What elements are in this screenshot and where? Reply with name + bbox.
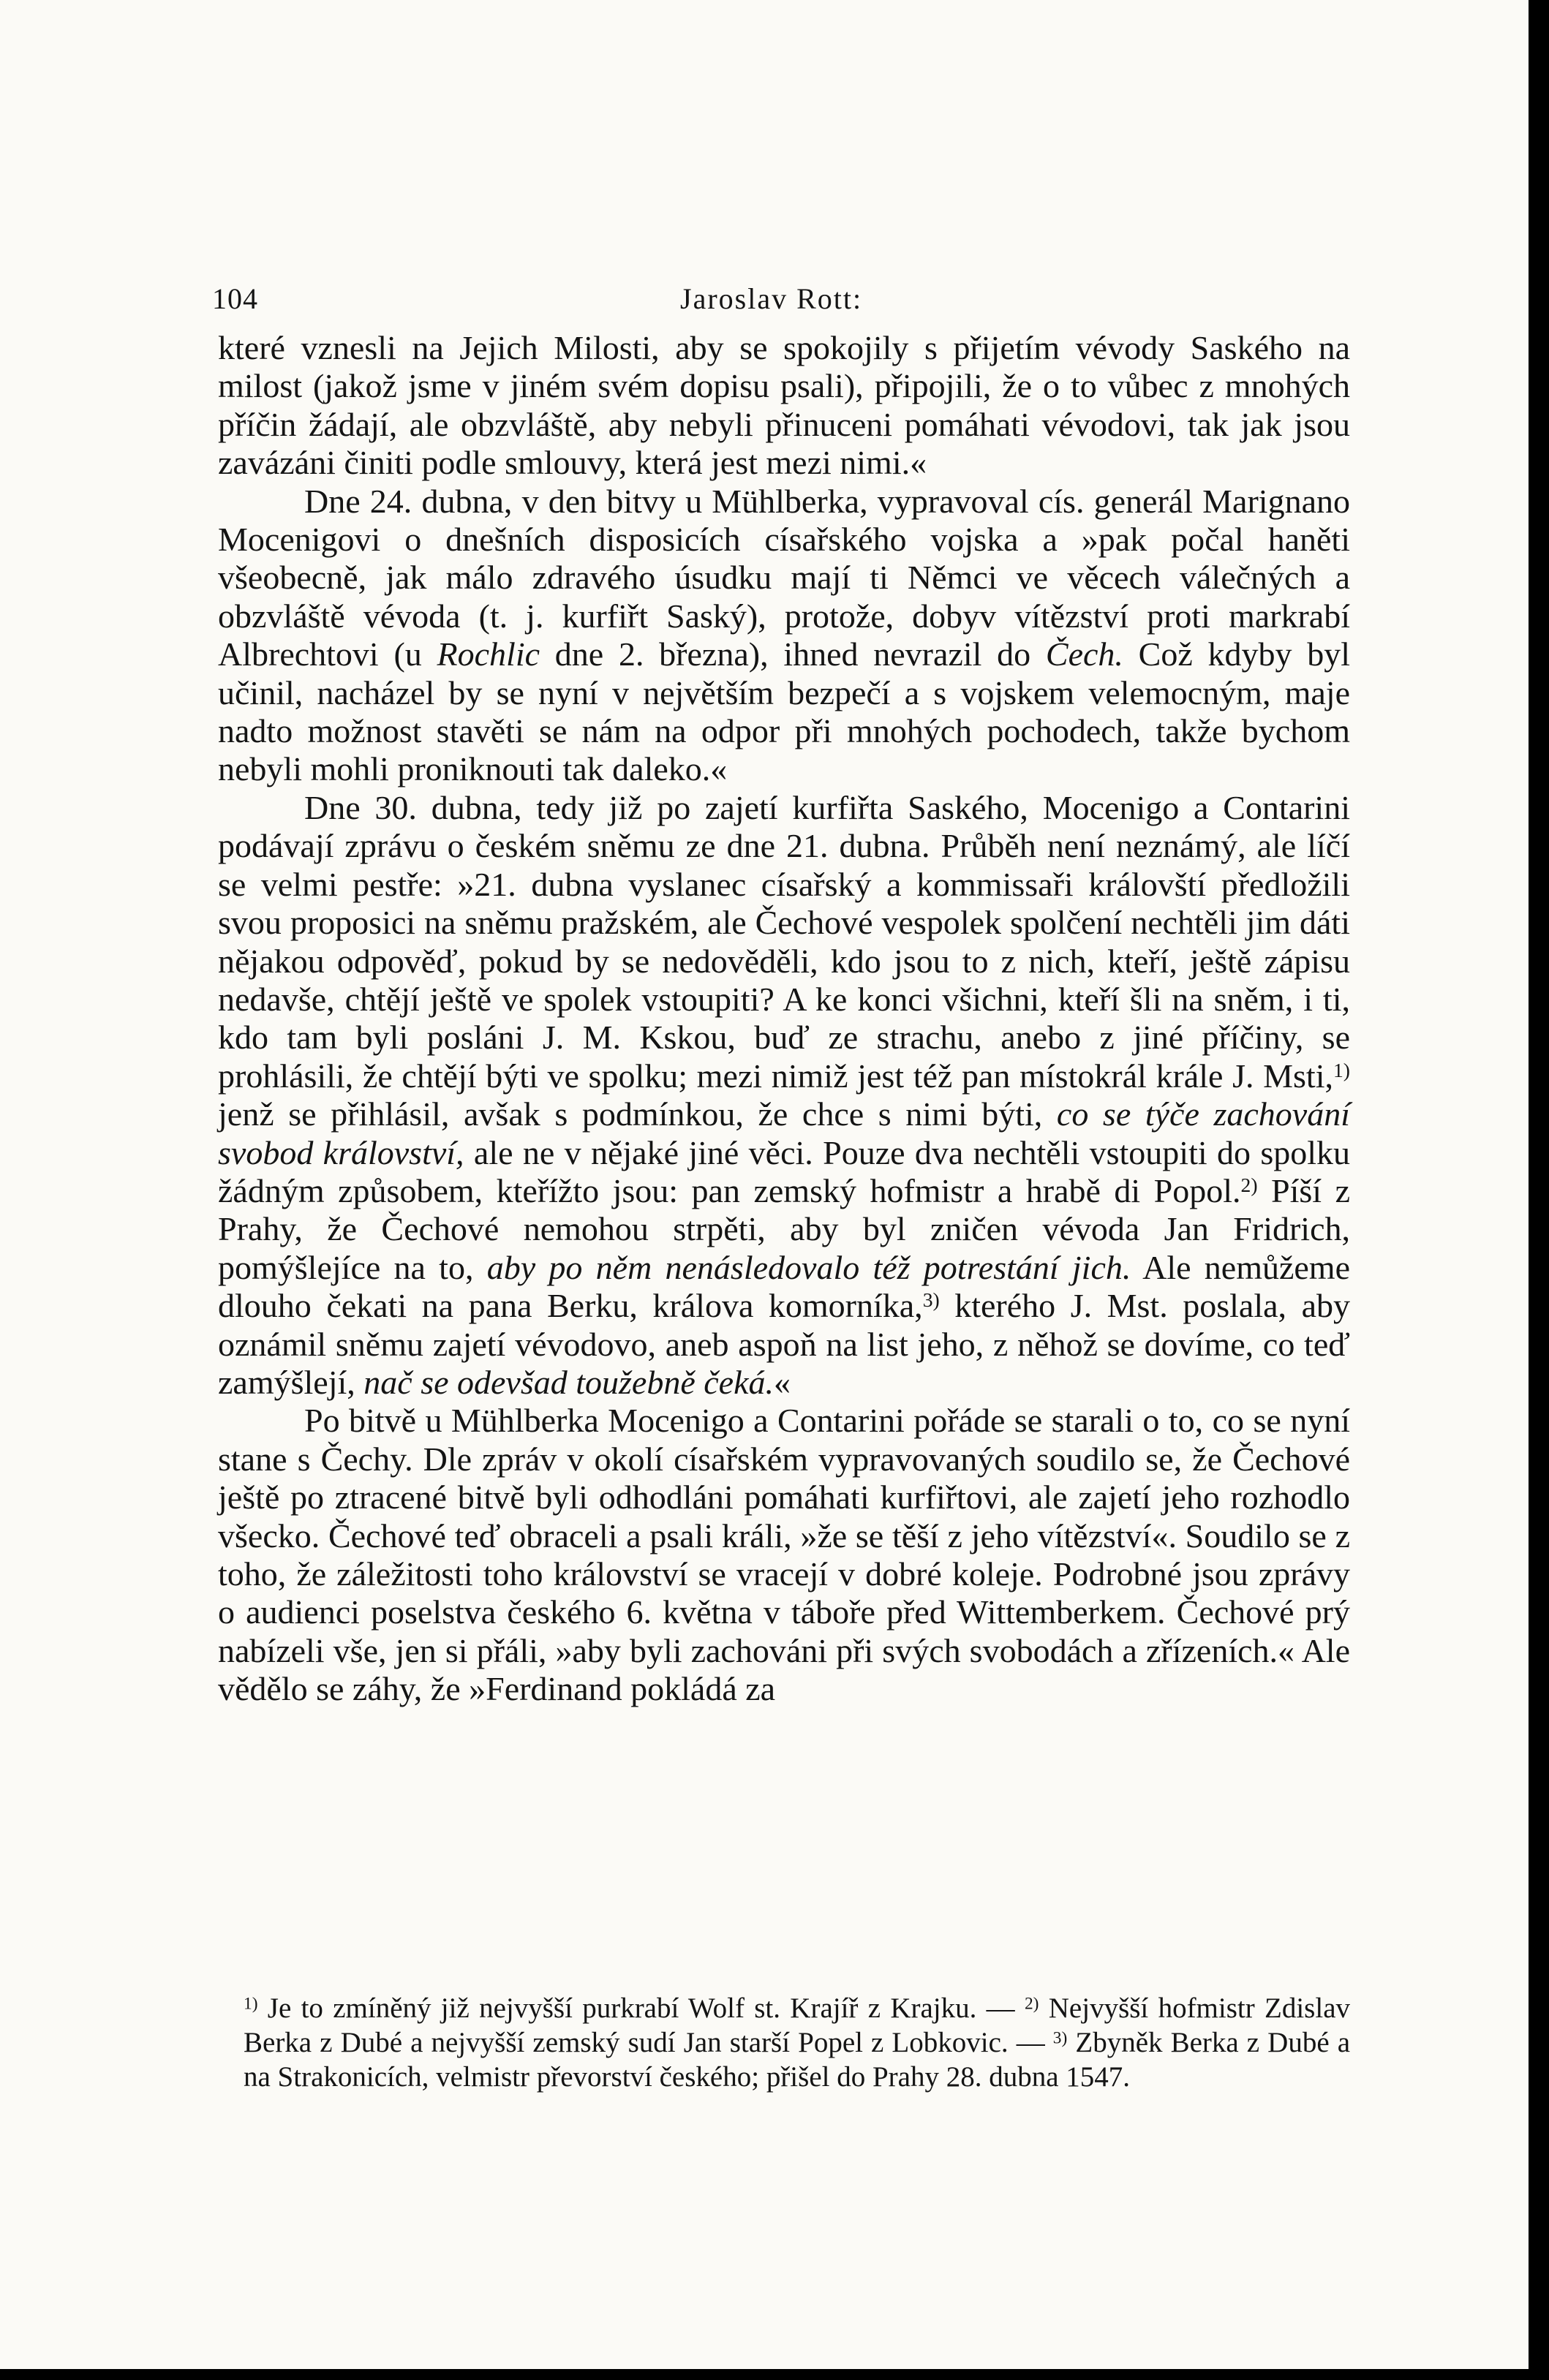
paragraph-1: které vznesli na Jejich Milosti, aby se spokojily s přijetím vévody Saského na milost (jakož jsme v jiném svém dopisu psali), připojili, že o to vůbec z mnohých příčin žádají, ale obzvláště, aby nebyli přinuceni pomáhati vévodovi, tak jak jsou zavázáni činiti podle smlouvy, která jest mezi nimi.« [218,329,1350,482]
footnote-ref-2: 2) [1240,1174,1258,1197]
footnote-marker-2: 2) [1024,1994,1039,2014]
italic-rochlic: Rochlic [437,635,540,673]
footnote-marker-1: 1) [244,1994,258,2014]
paragraph-2-text-b: dne 2. března), ihned nevrazil do [554,635,1031,673]
footnote-marker-3: 3) [1052,2028,1068,2048]
paragraph-3 [218,789,1350,1402]
italic-potrestani: aby po něm nenásledovalo též potrestání jich. [486,1248,1131,1286]
running-title: Jaroslav Rott: [680,282,863,315]
italic-svobod: co se týče zachování svobod království, [218,1095,1350,1171]
paragraph-3-text-d: Píší z Prahy, že Čechové nemohou strpěti, aby byl zničen vévoda Jan Fridrich, pomýšlejíce na to, [218,1171,1351,1286]
paragraph-3-text-f: kterého J. Mst. poslala, aby oznámil sněmu zajetí vévodovo, aneb aspoň na list jeho, z něhož se dovíme, co teď zamýšlejí, [218,1287,1350,1401]
paragraph-3-text-e: Ale nemůžeme dlouho čekati na pana Berku, králova komorníka, [218,1248,1350,1325]
footnote-3: Zbyněk Berka z Dubé a na Strakonicích, velmistr převorství českého; přišel do Prahy 28. dubna 1547. [244,2027,1351,2093]
italic-cech: Čech. [1045,635,1123,673]
paragraph-4: Po bitvě u Mühlberka Mocenigo a Contarini pořáde se starali o to, co se nyní stane s Čechy. Dle zpráv v okolí císařském vypravovaných soudilo se, že Čechové ještě po ztracené bitvě byli odhodláni pomáhati kurfiřtovi, ale zajetí jeho rozhodlo všecko. Čechové teď obraceli a psali králi, »že se těší z jeho vítězství«. Soudilo se z toho, že záležitosti toho království se vracejí v dobré koleje. Podrobné jsou zprávy o audienci poselstva českého 6. května v táboře před Wittemberkem. Čechové prý nabízeli vše, jen si přáli, »aby byli zachováni při svých svobodách a zřízeních.« Ale vědělo se záhy, že »Ferdinand pokládá za [218,1402,1350,1708]
footnotes-text [244,1991,1350,2094]
footnote-1: Je to zmíněný již nejvyšší purkrabí Wolf st. Krajíř z Krajku. — [267,1992,1015,2024]
italic-ceka: nač se odevšad toužebně čeká. [363,1363,774,1401]
paragraph-3-text-c: ale ne v nějaké jiné věci. Pouze dva nechtěli vstoupiti do spolku žádným způsobem, kteřížto jsou: pan zemský hofmistr a hrabě di Popol. [218,1133,1351,1209]
footnote-ref-1: 1) [1333,1058,1350,1081]
page-number: 104 [212,282,258,315]
paragraph-3-text-a: Dne 30. dubna, tedy již po zajetí kurfiřta Saského, Mocenigo a Contarini podávají zprávu o českém sněmu ze dne 21. dubna. Průběh není neznámý, ale líčí se velmi pestře: »21. dubna vyslanec císařský a kommissaři královští předložili svou proposici na sněmu pražském, ale Čechové vespolek spolčení nechtěli jim dáti nějakou odpověď, pokud by se nedověděli, kdo jsou to z nich, kteří, ještě zápisu nedavše, chtějí ještě ve spolek vstoupiti? A ke konci všichni, kteří šli na sněm, i ti, kdo tam byli posláni J. M. Kskou, buď ze strachu, anebo z jiné příčiny, se prohlásili, že chtějí býti ve spolku; mezi nimiž jest též pan místokrál krále J. Msti, [218,788,1350,1095]
paragraph-3-text-b: jenž se přihlásil, avšak s podmínkou, že chce s nimi býti, [218,1095,1043,1133]
paragraph-3-close-quote: « [774,1363,791,1401]
footnote-ref-3: 3) [922,1288,940,1312]
paragraph-2-text-a: Dne 24. dubna, v den bitvy u Mühlberka, vypravoval cís. generál Marignano Mocenigovi o dnešních disposicích císařského vojska a »pak počal haněti všeobecně, jak málo zdravého úsudku mají ti Němci ve věcech válečných a obzvláště vévoda (t. j. kurfiřt Saský), protože, dobyv vítězství proti markrabí Albrechtovi (u [218,482,1350,673]
paragraph-2-text-c: Což kdyby byl učinil, nacházel by se nyní v největším bezpečí a s vojskem velemocným, maje nadto možnost stavěti se nám na odpor při mnohých pochodech, takže bychom nebyli mohli proniknouti tak daleko.« [218,635,1351,788]
footnotes [244,1991,1350,2094]
paragraph-2 [218,483,1350,789]
footnote-2: Nejvyšší hofmistr Zdislav Berka z Dubé a nejvyšší zemský sudí Jan starší Popel z Lobkovic. — [244,1992,1350,2058]
main-text [218,329,1350,1709]
